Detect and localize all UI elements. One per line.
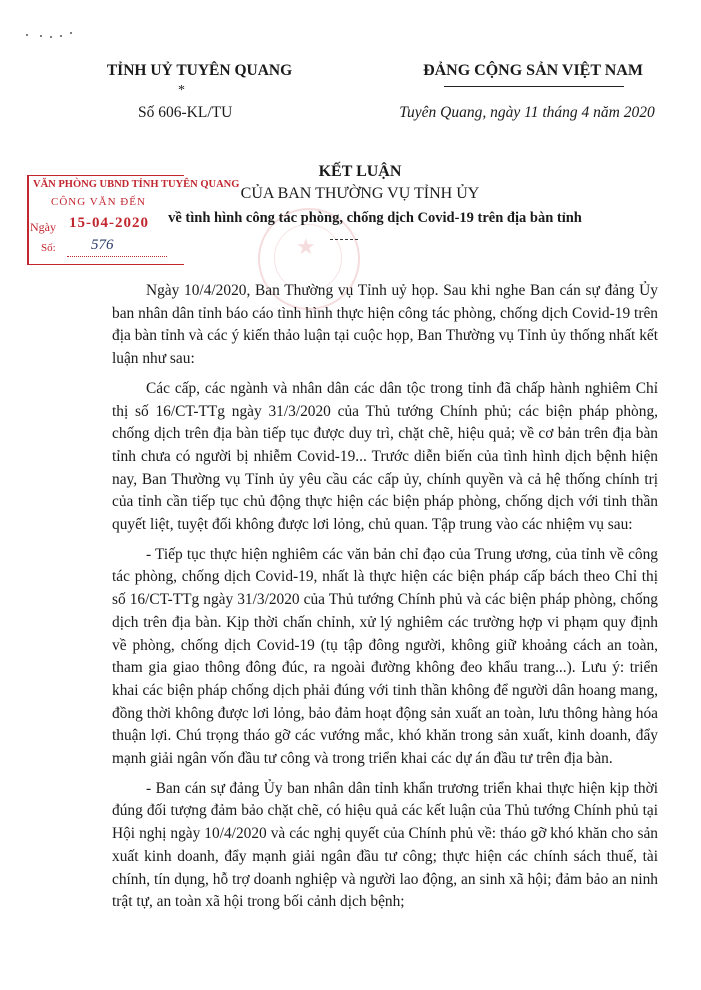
document-issuer-title: CỦA BAN THƯỜNG VỤ TỈNH ỦY [240, 185, 480, 202]
stamp-organization: VĂN PHÒNG UBND TỈNH TUYÊN QUANG [33, 179, 240, 190]
title-divider [330, 239, 358, 240]
incoming-document-stamp [27, 175, 240, 265]
stamp-number-line [67, 256, 167, 257]
place-and-date: Tuyên Quang, ngày 11 tháng 4 năm 2020 [399, 104, 655, 121]
issuing-organization: TỈNH UỶ TUYÊN QUANG [106, 62, 293, 79]
body-paragraph-4: - Ban cán sự đảng Ủy ban nhân dân tỉnh khẩn trương triển khai thực hiện kịp thời đúng đối tượng đảm bảo chặt chẽ, có hiệu quả các kết luận của Thủ tướng Chính phủ tại Hội nghị ngày 10/4/2020 và các nghị quyết của Chính phủ về: tháo gỡ khó khăn cho sản xuất kinh doanh, đẩy mạnh giải ngân đầu tư công; thực hiện các chính sách thuế, tài chính, tín dụng, hỗ trợ doanh nghiệp và người lao động, an sinh xã hội; đảm bảo an ninh trật tự, an toàn xã hội trong bối cảnh dịch bệnh; [112, 779, 658, 911]
seal-star-icon: ★ [296, 234, 316, 259]
document-body [112, 280, 658, 921]
scan-specks [26, 30, 86, 40]
party-title: ĐẢNG CỘNG SẢN VIỆT NAM [423, 62, 643, 79]
stamp-date-label: Ngày [30, 220, 56, 234]
document-subject: về tình hình công tác phòng, chống dịch Covid-19 trên địa bàn tỉnh [168, 210, 582, 226]
stamp-number-label: Số: [41, 242, 56, 254]
body-paragraph-1: Ngày 10/4/2020, Ban Thường vụ Tỉnh uỷ họp. Sau khi nghe Ban cán sự đảng Ủy ban nhân dân tỉnh báo cáo tình hình thực hiện công tác phòng, chống dịch Covid-19 trên địa bàn tỉnh và các ý kiến thảo luận tại cuộc họp, Ban Thường vụ Tỉnh ủy thống nhất kết luận như sau: [112, 282, 658, 368]
stamp-type: CÔNG VĂN ĐẾN [51, 196, 146, 208]
stamp-number: 576 [91, 237, 114, 253]
document-type-title: KẾT LUẬN [318, 163, 402, 180]
party-title-underline [444, 86, 624, 87]
stamp-date: 15-04-2020 [69, 215, 149, 231]
organization-mark: * [178, 83, 185, 98]
body-paragraph-3: - Tiếp tục thực hiện nghiêm các văn bản chỉ đạo của Trung ương, của tỉnh về công tác phòng, chống dịch Covid-19, nhất là thực hiện các biện pháp cấp bách theo Chỉ thị số 16/CT-TTg ngày 31/3/2020 của Thủ tướng Chính phủ và các biện pháp phòng, chống dịch trên địa bàn. Kịp thời chấn chỉnh, xử lý nghiêm các trường hợp vi phạm quy định về phòng, chống dịch Covid-19 (tụ tập đông người, không giữ khoảng cách an toàn, tham gia giao thông đông đúc, ra ngoài đường không đeo khẩu trang...). Lưu ý: triển khai các biện pháp chống dịch phải đúng với tinh thần không để người dân hoang mang, đồng thời không được lơi lỏng, bảo đảm hoạt động sản xuất an toàn, lưu thông hàng hóa thuận lợi. Chú trọng tháo gỡ các vướng mắc, khó khăn trong sản xuất, kinh doanh, đẩy mạnh giải ngân vốn đầu tư công và trong triển khai các dự án đầu tư trên địa bàn. [112, 545, 658, 768]
body-paragraph-2: Các cấp, các ngành và nhân dân các dân tộc trong tỉnh đã chấp hành nghiêm Chỉ thị số 16/CT-TTg ngày 31/3/2020 của Thủ tướng Chính phủ; các biện pháp phòng, chống dịch trên địa bàn tiếp tục được duy trì, chặt chẽ, hiệu quả; về cơ bản trên địa bàn tỉnh chưa có người bị nhiễm Covid-19... Trước diễn biến của tình hình dịch bệnh hiện nay, Ban Thường vụ Tỉnh ủy yêu cầu các cấp ủy, chính quyền và cả hệ thống chính trị của tỉnh cần tiếp tục chủ động thực hiện các biện pháp phòng, chống dịch với tinh thần quyết liệt, tuyệt đối không được lơi lỏng, chủ quan. Tập trung vào các nhiệm vụ sau: [112, 379, 658, 534]
document-number: Số 606-KL/TU [138, 104, 233, 121]
